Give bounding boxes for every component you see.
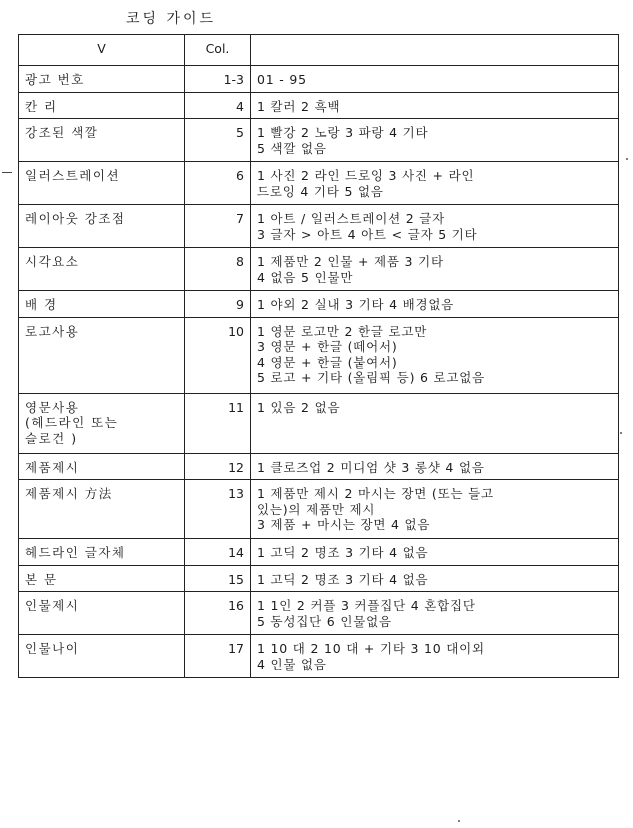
code-values: 1 빨강 2 노랑 3 파랑 4 기타 5 색깔 없음 (251, 119, 619, 162)
variable-label: 제품제시 (19, 453, 185, 480)
code-values: 1 야외 2 실내 3 기타 4 배경없음 (251, 291, 619, 318)
variable-label: 일러스트레이션 (19, 162, 185, 205)
column-number: 17 (185, 635, 251, 678)
margin-speck (458, 820, 460, 822)
table-row (19, 92, 619, 119)
column-number: 11 (185, 393, 251, 453)
table-row (19, 119, 619, 162)
variable-label: 제품제시 方法 (19, 480, 185, 539)
page-title: 코딩 가이드 (126, 11, 217, 27)
variable-label: 영문사용 (헤드라인 또는 슬로건 ) (19, 393, 185, 453)
code-values: 1 고딕 2 명조 3 기타 4 없음 (251, 539, 619, 566)
code-values: 1 사진 2 라인 드로잉 3 사진 + 라인 드로잉 4 기타 5 없음 (251, 162, 619, 205)
column-number: 4 (185, 92, 251, 119)
table-row (19, 453, 619, 480)
variable-label: 배 경 (19, 291, 185, 318)
column-number: 9 (185, 291, 251, 318)
table-row (19, 565, 619, 592)
code-values: 1 있음 2 없음 (251, 393, 619, 453)
variable-label: 헤드라인 글자체 (19, 539, 185, 566)
code-values: 1 영문 로고만 2 한글 로고만 3 영문 + 한글 (떼어서) 4 영문 + 한글 (붙여서) 5 로고 + 기타 (올림픽 등) 6 로고없음 (251, 317, 619, 393)
column-number: 14 (185, 539, 251, 566)
coding-guide-table (18, 34, 619, 678)
table-row (19, 317, 619, 393)
column-number: 15 (185, 565, 251, 592)
column-number: 12 (185, 453, 251, 480)
column-number: 13 (185, 480, 251, 539)
variable-label: 시각요소 (19, 248, 185, 291)
variable-label: 인물제시 (19, 592, 185, 635)
code-values: 1 제품만 2 인물 + 제품 3 기타 4 없음 5 인물만 (251, 248, 619, 291)
variable-label: 본 문 (19, 565, 185, 592)
column-number: 16 (185, 592, 251, 635)
table-header-row (19, 35, 619, 66)
code-values: 1 10 대 2 10 대 + 기타 3 10 대이외 4 인물 없음 (251, 635, 619, 678)
code-values: 1 고딕 2 명조 3 기타 4 없음 (251, 565, 619, 592)
code-values: 1 클로즈업 2 미디엄 샷 3 롱샷 4 없음 (251, 453, 619, 480)
column-number: 6 (185, 162, 251, 205)
table-row (19, 205, 619, 248)
variable-label: 강조된 색깔 (19, 119, 185, 162)
header-column: Col. (185, 35, 251, 66)
column-number: 7 (185, 205, 251, 248)
table-row (19, 539, 619, 566)
code-values: 1 칼러 2 흑백 (251, 92, 619, 119)
column-number: 1-3 (185, 66, 251, 93)
code-values: 1 아트 / 일러스트레이션 2 글자 3 글자 > 아트 4 아트 < 글자 5 기타 (251, 205, 619, 248)
code-values: 1 제품만 제시 2 마시는 장면 (또는 들고 있는)의 제품만 제시 3 제품 + 마시는 장면 4 없음 (251, 480, 619, 539)
code-values: 1 1인 2 커플 3 커플집단 4 혼합집단 5 동성집단 6 인물없음 (251, 592, 619, 635)
variable-label: 인물나이 (19, 635, 185, 678)
margin-mark (2, 172, 12, 173)
column-number: 8 (185, 248, 251, 291)
margin-speck (626, 158, 628, 160)
table-body (19, 35, 619, 678)
variable-label: 레이아웃 강조점 (19, 205, 185, 248)
table-row (19, 393, 619, 453)
table-row (19, 592, 619, 635)
header-variable: V (19, 35, 185, 66)
table-row (19, 480, 619, 539)
table-row (19, 162, 619, 205)
header-values (251, 35, 619, 66)
column-number: 10 (185, 317, 251, 393)
table-row (19, 248, 619, 291)
margin-speck (620, 432, 622, 434)
variable-label: 칸 리 (19, 92, 185, 119)
code-values: 01 - 95 (251, 66, 619, 93)
column-number: 5 (185, 119, 251, 162)
variable-label: 광고 번호 (19, 66, 185, 93)
coding-guide-sheet (18, 34, 618, 678)
table-row (19, 291, 619, 318)
table-row (19, 66, 619, 93)
table-row (19, 635, 619, 678)
variable-label: 로고사용 (19, 317, 185, 393)
